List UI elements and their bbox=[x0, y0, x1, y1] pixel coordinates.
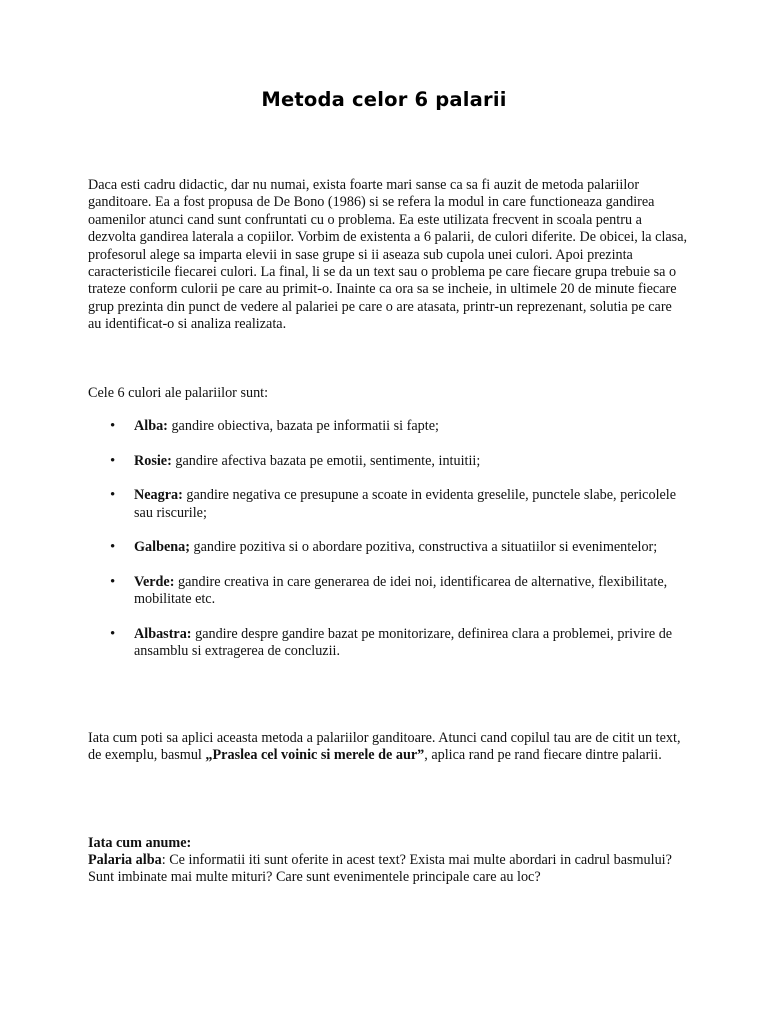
hat-list-intro: Cele 6 culori ale palariilor sunt: bbox=[88, 385, 269, 401]
document-title: Metoda celor 6 palarii bbox=[261, 88, 507, 111]
hat-name: Verde: bbox=[134, 573, 175, 590]
hat-name: Neagra: bbox=[134, 487, 183, 504]
hat-name: Rosie: bbox=[134, 452, 172, 469]
example-hat-label: Palaria alba bbox=[88, 852, 162, 868]
example-questions: : Ce informatii iti sunt oferite in acest text? Exista mai multe abordari in cadrul basmului? Sunt imbinate mai multe mituri? Care sunt evenimentele principale care au loc? bbox=[88, 852, 672, 886]
list-item bbox=[88, 453, 688, 470]
hat-description: gandire negativa ce presupune a scoate in evidenta greselile, punctele slabe, pericolele sau riscurile; bbox=[134, 487, 677, 521]
intro-paragraph: Daca esti cadru didactic, dar nu numai, exista foarte mari sanse ca sa fi auzit de metoda palariilor ganditoare. Ea a fost propusa de De Bono (1986) si se refera la modul in care functioneaza gandirea oamenilor atunci cand sunt confruntati cu o problema. Ea este utilizata frecvent in scoala pentru a dezvolta gandirea laterala a copiilor. Vorbim de existenta a 6 palarii, de culori diferite. De obicei, la clasa, profesorul alege sa imparta elevii in sase grupe si ii aseaza sub cupola unei culori. Apoi prezinta caracteristicile fiecarei culori. La final, li se da un text sau o problema pe care fiecare grupa trebuie sa o trateze conform culorii pe care au primit-o. Inainte ca ora sa se incheie, in ultimele 20 de minute fiecare grup prezinta din punct de vedere al palariei pe care o are atasata, printr-un reprezenant, solutia pe care au identificat-o si analiza realizata. bbox=[88, 177, 688, 333]
story-title: „Praslea cel voinic si merele de aur” bbox=[205, 747, 425, 764]
hat-description: gandire afectiva bazata pe emotii, sentimente, intuitii; bbox=[171, 452, 481, 469]
hat-name: Galbena; bbox=[134, 539, 190, 556]
hat-description: gandire creativa in care generarea de idei noi, identificarea de alternative, flexibilitate, mobilitate etc. bbox=[134, 573, 668, 608]
list-item bbox=[88, 539, 688, 556]
hat-description: gandire despre gandire bazat pe monitorizare, definirea clara a problemei, privire de ansamblu si extragerea de concluzii. bbox=[134, 625, 673, 660]
example-paragraph bbox=[88, 852, 688, 887]
hat-name: Alba: bbox=[134, 418, 168, 434]
list-item bbox=[88, 418, 688, 435]
apply-text-start: Iata cum poti sa aplici aceasta metoda a palariilor ganditoare. Atunci cand copilul tau are de citit un text, de exemplu, basmul bbox=[88, 730, 681, 764]
apply-paragraph bbox=[88, 730, 688, 765]
hat-name: Albastra: bbox=[134, 625, 192, 642]
list-item bbox=[88, 487, 688, 522]
list-item bbox=[88, 626, 688, 661]
apply-text-end: , aplica rand pe rand fiecare dintre palarii. bbox=[424, 747, 662, 764]
example-heading: Iata cum anume: bbox=[88, 835, 192, 851]
hat-description: gandire obiectiva, bazata pe informatii si fapte; bbox=[167, 418, 439, 434]
hat-color-list bbox=[88, 418, 688, 678]
list-item bbox=[88, 574, 688, 609]
hat-description: gandire pozitiva si o abordare pozitiva, constructiva a situatiilor si evenimentelor; bbox=[189, 539, 658, 556]
